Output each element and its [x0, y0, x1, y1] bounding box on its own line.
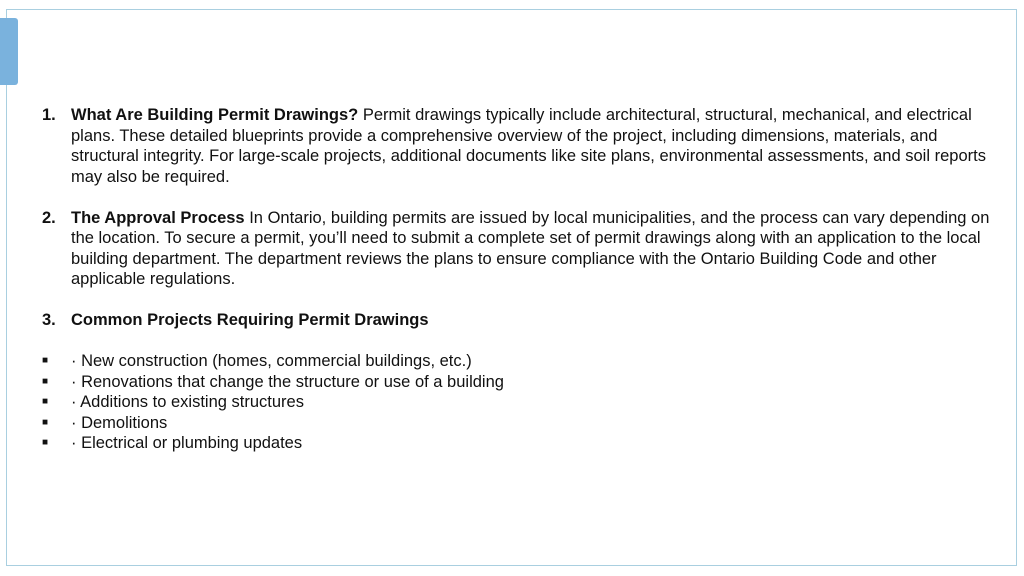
- bullet-text: · Electrical or plumbing updates: [71, 434, 303, 452]
- numbered-item-2: [42, 208, 992, 290]
- bullet-square-icon: ■: [42, 355, 49, 366]
- bullet-item: [42, 413, 992, 434]
- slide-content: [42, 105, 992, 454]
- item-number: 1.: [42, 106, 56, 124]
- bullet-text: · New construction (homes, commercial buildings, etc.): [71, 352, 472, 370]
- bullet-square-icon: ■: [42, 416, 49, 428]
- bullet-text: · Renovations that change the structure or use of a building: [71, 372, 504, 391]
- accent-bar: [0, 18, 18, 85]
- bullet-item: [42, 392, 992, 413]
- bullet-square-icon: ■: [42, 396, 49, 407]
- item-body: [71, 105, 992, 187]
- item-body: [71, 208, 992, 290]
- item-body: [71, 310, 992, 331]
- numbered-item-1: [42, 105, 992, 187]
- bullet-item: [42, 372, 992, 393]
- bullet-text: · Demolitions: [71, 413, 168, 432]
- item-text: In Ontario, building permits are issued by local municipalities, and the process can vary depending on the location. To secure a permit, you’ll need to submit a complete set of permit drawings along with an application to the local building department. The department reviews the plans to ensure compliance with the Ontario Building Code and other applicable regulations.: [71, 208, 990, 288]
- bullet-square-icon: ■: [42, 437, 49, 448]
- bullet-item: [42, 351, 992, 372]
- item-heading: Common Projects Requiring Permit Drawings: [71, 311, 429, 329]
- item-number: 2.: [42, 208, 56, 227]
- item-text: Permit drawings typically include architectural, structural, mechanical, and electrical plans. These detailed blueprints provide a comprehensive overview of the project, including dimensions, materials, and structural integrity. For large-scale projects, additional documents like site plans, environmental assessments, and soil reports may also be required.: [71, 106, 986, 186]
- numbered-item-3: [42, 310, 992, 331]
- item-number: 3.: [42, 311, 56, 329]
- item-heading: The Approval Process: [71, 208, 245, 227]
- item-heading: What Are Building Permit Drawings?: [71, 106, 359, 124]
- bullet-text: · Additions to existing structures: [71, 393, 304, 411]
- bullet-square-icon: ■: [42, 375, 49, 387]
- bullet-item: [42, 433, 992, 454]
